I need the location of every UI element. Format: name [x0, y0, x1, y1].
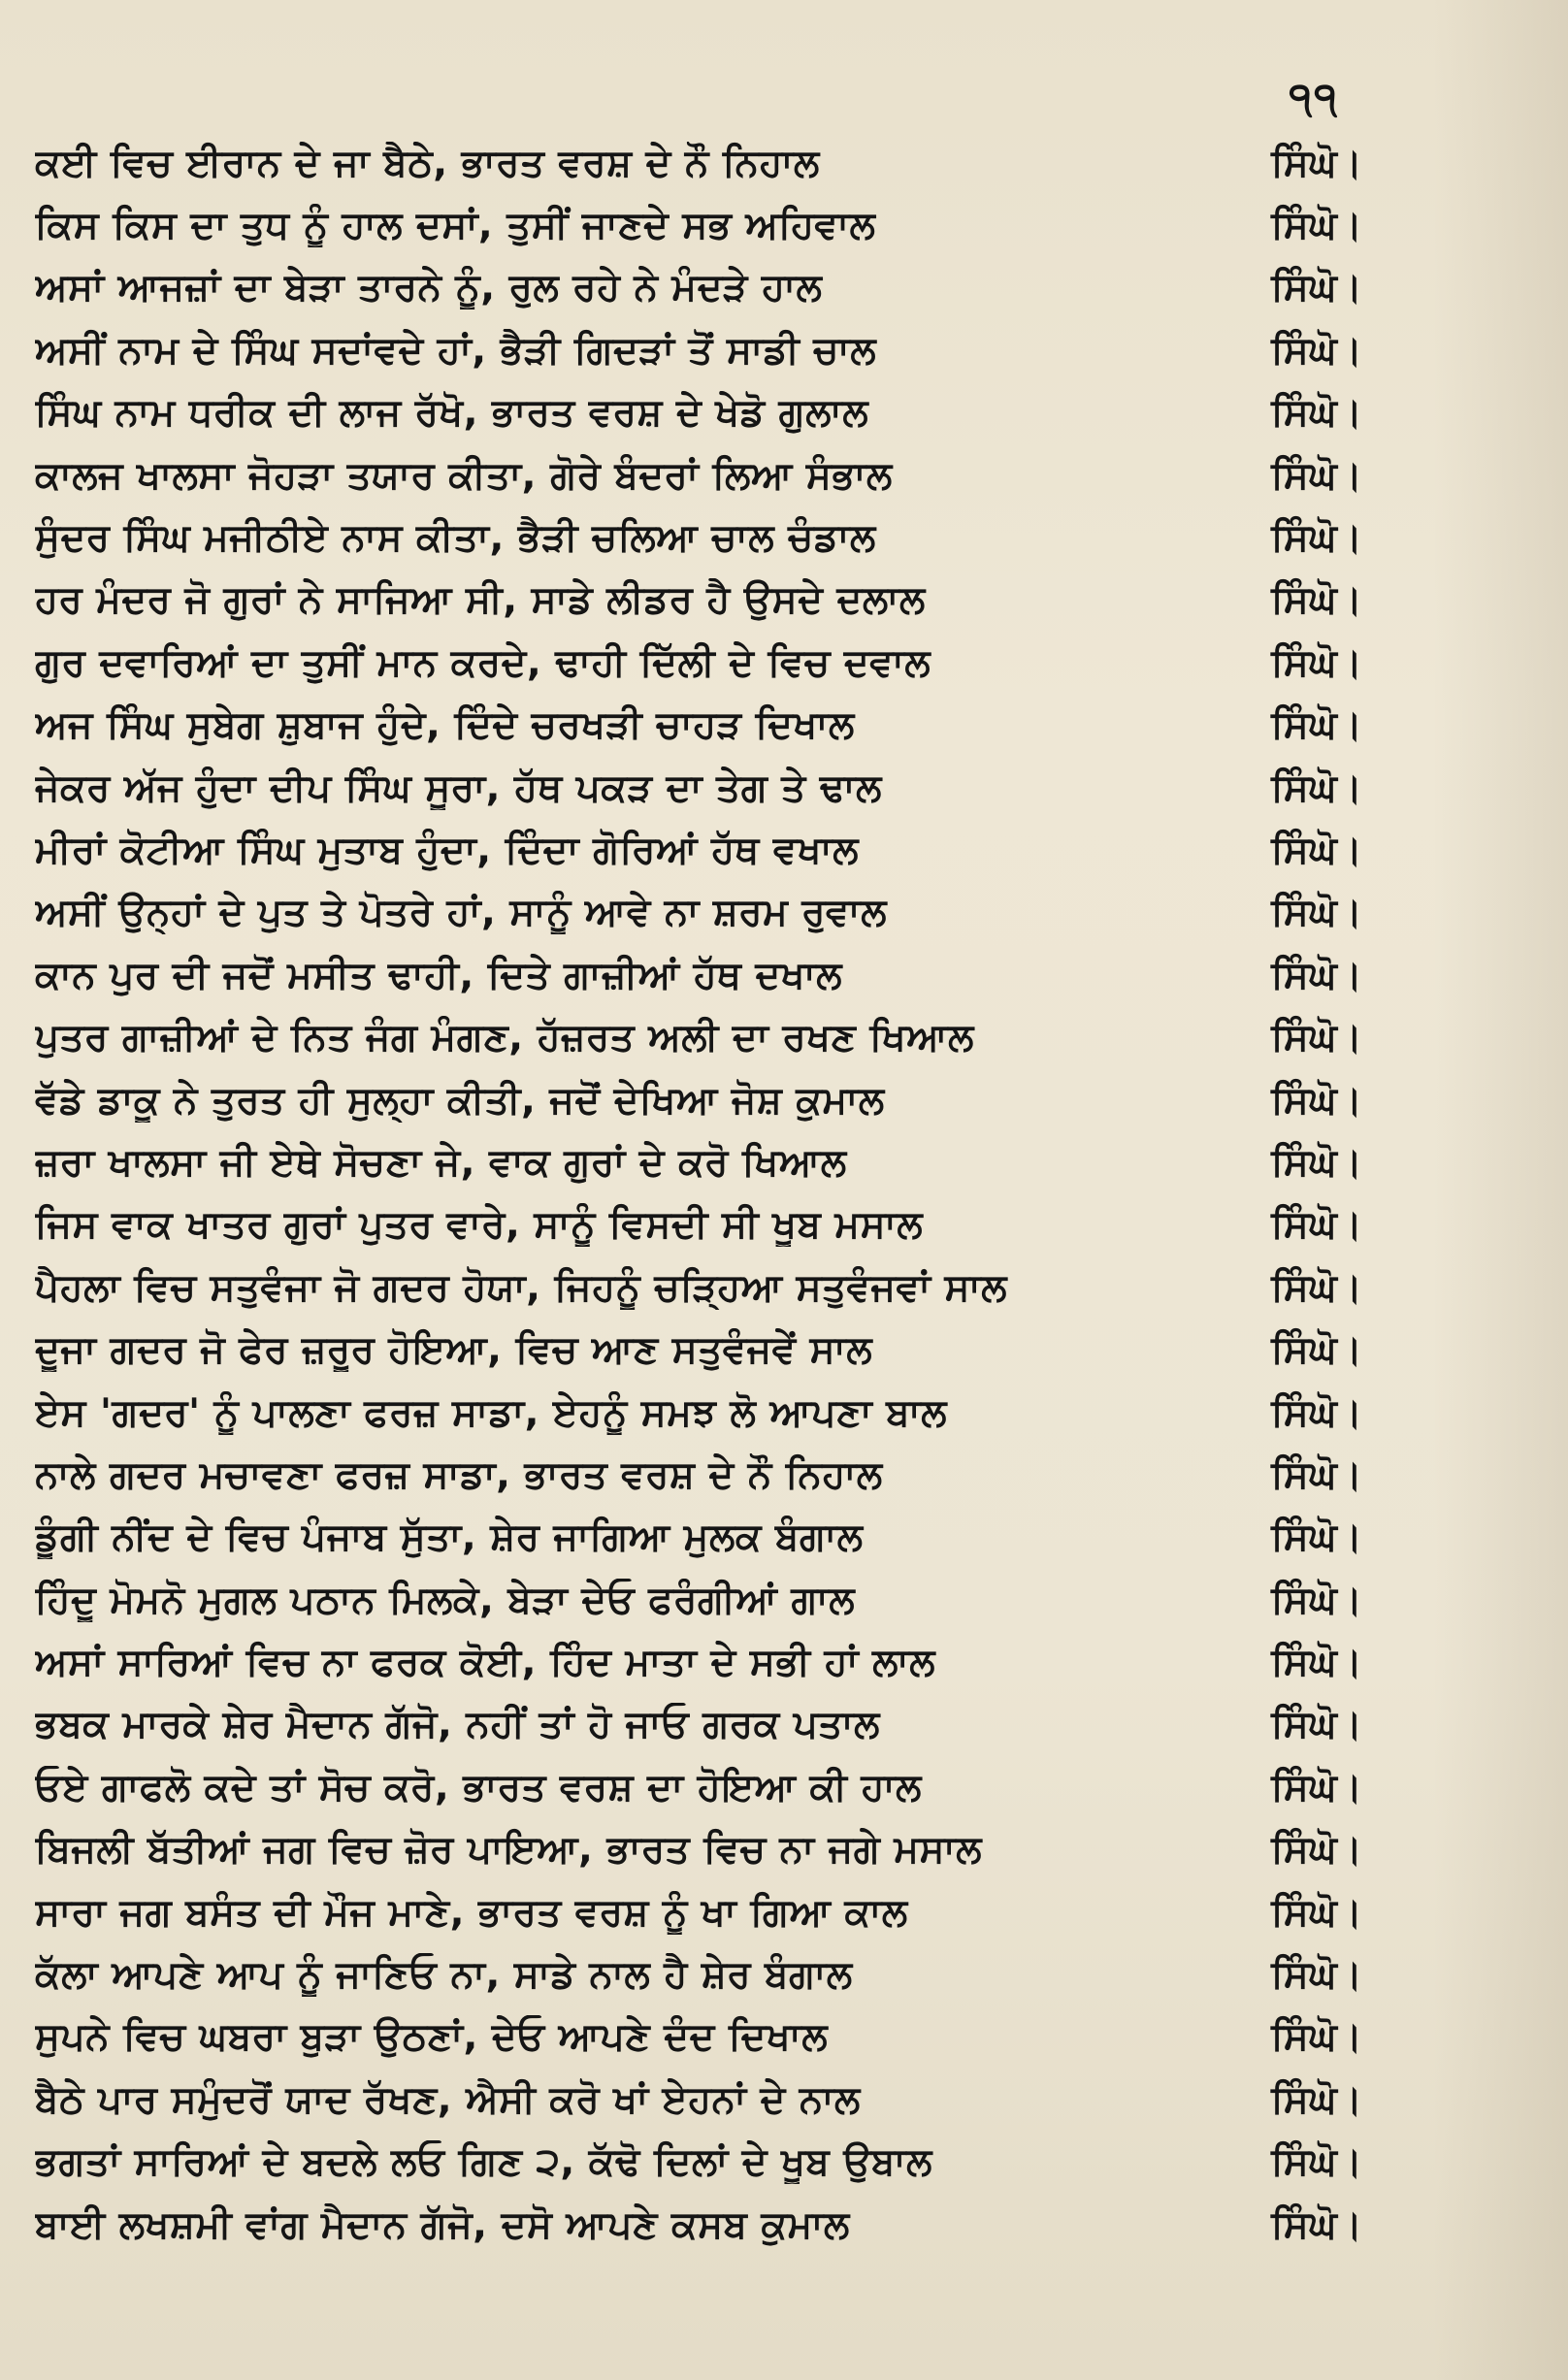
verse-refrain: ਸਿੰਘੋ। [1271, 1203, 1362, 1248]
verse-refrain: ਸਿੰਘੋ। [1271, 1078, 1362, 1123]
verse-text: ਸਿੰਘ ਨਾਮ ਧਰੀਕ ਦੀ ਲਾਜ ਰੱਖੋ, ਭਾਰਤ ਵਰਸ਼ ਦੇ ਖੇਡੋ ਗੁਲਾਲ [35, 391, 869, 436]
verse-refrain: ਸਿੰਘੋ। [1271, 453, 1362, 498]
verse-refrain: ਸਿੰਘੋ। [1271, 1328, 1362, 1373]
verse-line [35, 695, 1362, 757]
verse-text: ਭਬਕ ਮਾਰਕੇ ਸ਼ੇਰ ਮੈਦਾਨ ਗੱਜੋ, ਨਹੀਂ ਤਾਂ ਹੋ ਜਾਓ ਗਰਕ ਪਤਾਲ [35, 1703, 880, 1747]
verse-line [35, 2194, 1362, 2256]
verse-refrain: ਸਿੰਘੋ। [1271, 1641, 1362, 1685]
verse-text: ਪੈਹਲਾ ਵਿਚ ਸਤੁਵੰਜਾ ਜੋ ਗਦਰ ਹੋਯਾ, ਜਿਹਨੂੰ ਚੜ੍ਹਿਆ ਸਤੁਵੰਜਵਾਂ ਸਾਲ [35, 1265, 1007, 1310]
verse-refrain: ਸਿੰਘੋ। [1271, 2140, 1362, 2185]
verse-line [35, 1943, 1362, 2005]
verse-text: ਦੂਜਾ ਗਦਰ ਜੋ ਫੇਰ ਜ਼ਰੂਰ ਹੋਇਆ, ਵਿਚ ਆਣ ਸਤੁਵੰਜਵੇਂ ਸਾਲ [35, 1328, 873, 1373]
verse-line [35, 632, 1362, 694]
verse-line [35, 506, 1362, 569]
verse-line [35, 1006, 1362, 1068]
verse-text: ਬਿਜਲੀ ਬੱਤੀਆਂ ਜਗ ਵਿਚ ਜ਼ੋਰ ਪਾਇਆ, ਭਾਰਤ ਵਿਚ ਨਾ ਜਗੇ ਮਸਾਲ [35, 1828, 983, 1873]
verse-refrain: ਸਿੰਘੋ। [1271, 640, 1362, 685]
verse-line [35, 1194, 1362, 1256]
verse-refrain: ਸਿੰਘੋ। [1271, 953, 1362, 997]
verse-refrain: ਸਿੰਘੋ। [1271, 141, 1362, 185]
verse-refrain: ਸਿੰਘੋ। [1271, 1765, 1362, 1809]
verse-text: ਭਗਤਾਂ ਸਾਰਿਆਂ ਦੇ ਬਦਲੇ ਲਓ ਗਿਣ ੨, ਕੱਢੋ ਦਿਲਾਂ ਦੇ ਖੂਬ ਉਬਾਲ [35, 2140, 932, 2185]
verse-line [35, 1694, 1362, 1756]
verse-text: ਸਾਰਾ ਜਗ ਬਸੰਤ ਦੀ ਮੌਜ ਮਾਣੇ, ਭਾਰਤ ਵਰਸ਼ ਨੂੰ ਖਾ ਗਿਆ ਕਾਲ [35, 1890, 908, 1935]
verse-text: ਏਸ 'ਗਦਰ' ਨੂੰ ਪਾਲਣਾ ਫਰਜ਼ ਸਾਡਾ, ਏਹਨੂੰ ਸਮਝ ਲੋ ਆਪਣਾ ਬਾਲ [35, 1390, 948, 1435]
verse-refrain: ਸਿੰਘੋ। [1271, 204, 1362, 248]
verse-refrain: ਸਿੰਘੋ। [1271, 703, 1362, 748]
verse-refrain: ਸਿੰਘੋ। [1271, 1390, 1362, 1435]
verse-refrain: ਸਿੰਘੋ। [1271, 1516, 1362, 1560]
verse-line [35, 757, 1362, 819]
verse-refrain: ਸਿੰਘੋ। [1271, 891, 1362, 935]
verse-text: ਸੁਪਨੇ ਵਿਚ ਘਬਰਾ ਬੁੜਾ ਉਠਣਾਂ, ਦੇਓ ਆਪਣੇ ਦੰਦ ਦਿਖਾਲ [35, 2015, 829, 2060]
verse-line [35, 2006, 1362, 2069]
verse-line [35, 194, 1362, 256]
verse-text: ਸੁੰਦਰ ਸਿੰਘ ਮਜੀਠੀਏ ਨਾਸ ਕੀਤਾ, ਭੈੜੀ ਚਲਿਆ ਚਾਲ ਚੰਡਾਲ [35, 516, 876, 561]
verse-refrain: ਸਿੰਘੋ। [1271, 1953, 1362, 1998]
verse-text: ਅਜ ਸਿੰਘ ਸੁਬੇਗ ਸ਼ੁਬਾਜ ਹੁੰਦੇ, ਦਿੰਦੇ ਚਰਖੜੀ ਚਾਹੜ ਦਿਖਾਲ [35, 703, 855, 748]
page-number: ੧੧ [1289, 74, 1339, 123]
verse-line [35, 444, 1362, 506]
verse-text: ਜੇਕਰ ਅੱਜ ਹੁੰਦਾ ਦੀਪ ਸਿੰਘ ਸੂਰਾ, ਹੱਥ ਪਕੜ ਦਾ ਤੇਗ ਤੇ ਢਾਲ [35, 766, 882, 810]
verse-line [35, 1131, 1362, 1193]
verse-text: ਹਰ ਮੰਦਰ ਜੋ ਗੁਰਾਂ ਨੇ ਸਾਜਿਆ ਸੀ, ਸਾਡੇ ਲੀਡਰ ਹੈ ਉਸਦੇ ਦਲਾਲ [35, 578, 926, 623]
verse-line [35, 2069, 1362, 2131]
verse-line [35, 2132, 1362, 2194]
verse-text: ਅਸੀਂ ਉਨ੍ਹਾਂ ਦੇ ਪੁਤ ਤੇ ਪੋਤਰੇ ਹਾਂ, ਸਾਨੂੰ ਆਵੇ ਨਾ ਸ਼ਰਮ ਰੁਵਾਲ [35, 891, 887, 935]
verse-text: ਬੈਠੇ ਪਾਰ ਸਮੁੰਦਰੋਂ ਯਾਦ ਰੱਖਣ, ਐਸੀ ਕਰੋ ਖਾਂ ਏਹਨਾਂ ਦੇ ਨਾਲ [35, 2077, 861, 2122]
verse-refrain: ਸਿੰਘੋ। [1271, 328, 1362, 373]
verse-line [35, 819, 1362, 881]
verse-line [35, 257, 1362, 319]
verse-list [35, 132, 1362, 2256]
verse-line [35, 1444, 1362, 1506]
verse-text: ਗੁਰ ਦਵਾਰਿਆਂ ਦਾ ਤੁਸੀਂ ਮਾਨ ਕਰਦੇ, ਢਾਹੀ ਦਿੱਲੀ ਦੇ ਵਿਚ ਦਵਾਲ [35, 640, 931, 685]
verse-line [35, 944, 1362, 1006]
verse-refrain: ਸਿੰਘੋ। [1271, 1452, 1362, 1497]
page-edge-shadow [1432, 0, 1568, 2380]
verse-line [35, 319, 1362, 381]
verse-line [35, 1881, 1362, 1943]
verse-text: ਕੱਲਾ ਆਪਣੇ ਆਪ ਨੂੰ ਜਾਣਿਓ ਨਾ, ਸਾਡੇ ਨਾਲ ਹੈ ਸ਼ੇਰ ਬੰਗਾਲ [35, 1953, 853, 1998]
verse-refrain: ਸਿੰਘੋ। [1271, 1828, 1362, 1873]
verse-refrain: ਸਿੰਘੋ। [1271, 1578, 1362, 1622]
verse-refrain: ਸਿੰਘੋ। [1271, 2202, 1362, 2247]
verse-text: ਪੁਤਰ ਗਾਜ਼ੀਆਂ ਦੇ ਨਿਤ ਜੰਗ ਮੰਗਣ, ਹੱਜ਼ਰਤ ਅਲੀ ਦਾ ਰਖਣ ਖਿਆਲ [35, 1016, 974, 1060]
verse-line [35, 1256, 1362, 1319]
verse-refrain: ਸਿੰਘੋ। [1271, 578, 1362, 623]
verse-line [35, 570, 1362, 632]
verse-text: ਵੱਡੇ ਡਾਕੂ ਨੇ ਤੁਰਤ ਹੀ ਸੁਲ੍ਹਾ ਕੀਤੀ, ਜਦੋਂ ਦੇਖਿਆ ਜੋਸ਼ ਕੁਮਾਲ [35, 1078, 885, 1123]
verse-refrain: ਸਿੰਘੋ। [1271, 391, 1362, 436]
verse-line [35, 1631, 1362, 1693]
verse-refrain: ਸਿੰਘੋ। [1271, 1016, 1362, 1060]
verse-text: ਅਸਾਂ ਸਾਰਿਆਂ ਵਿਚ ਨਾ ਫਰਕ ਕੋਈ, ਹਿੰਦ ਮਾਤਾ ਦੇ ਸਭੀ ਹਾਂ ਲਾਲ [35, 1641, 936, 1685]
verse-text: ਡੂੰਗੀ ਨੀਂਦ ਦੇ ਵਿਚ ਪੰਜਾਬ ਸੁੱਤਾ, ਸ਼ੇਰ ਜਾਗਿਆ ਮੁਲਕ ਬੰਗਾਲ [35, 1516, 864, 1560]
verse-line [35, 1756, 1362, 1818]
verse-refrain: ਸਿੰਘੋ। [1271, 1265, 1362, 1310]
verse-line [35, 1569, 1362, 1631]
verse-refrain: ਸਿੰਘੋ। [1271, 266, 1362, 310]
verse-refrain: ਸਿੰਘੋ। [1271, 828, 1362, 872]
verse-line [35, 882, 1362, 944]
verse-text: ਜ਼ਰਾ ਖਾਲਸਾ ਜੀ ਏਥੇ ਸੋਚਣਾ ਜੇ, ਵਾਕ ਗੁਰਾਂ ਦੇ ਕਰੋ ਖਿਆਲ [35, 1140, 847, 1185]
verse-text: ਅਸੀਂ ਨਾਮ ਦੇ ਸਿੰਘ ਸਦਾਂਵਦੇ ਹਾਂ, ਭੈੜੀ ਗਿਦੜਾਂ ਤੋਂ ਸਾਡੀ ਚਾਲ [35, 328, 877, 373]
verse-refrain: ਸਿੰਘੋ। [1271, 516, 1362, 561]
verse-text: ਕਈ ਵਿਚ ਈਰਾਨ ਦੇ ਜਾ ਬੈਠੇ, ਭਾਰਤ ਵਰਸ਼ ਦੇ ਨੌ ਨਿਹਾਲ [35, 141, 820, 185]
verse-refrain: ਸਿੰਘੋ। [1271, 1703, 1362, 1747]
verse-text: ਕਾਲਜ ਖਾਲਸਾ ਜੋਹੜਾ ਤਯਾਰ ਕੀਤਾ, ਗੋਰੇ ਬੰਦਰਾਂ ਲਿਆ ਸੰਭਾਲ [35, 453, 893, 498]
verse-line [35, 382, 1362, 444]
verse-line [35, 1507, 1362, 1569]
verse-refrain: ਸਿੰਘੋ। [1271, 1140, 1362, 1185]
verse-text: ਕਾਨ ਪੁਰ ਦੀ ਜਦੋਂ ਮਸੀਤ ਢਾਹੀ, ਦਿਤੇ ਗਾਜ਼ੀਆਂ ਹੱਥ ਦਖਾਲ [35, 953, 843, 997]
verse-text: ਬਾਈ ਲਖਸ਼ਮੀ ਵਾਂਗ ਮੈਦਾਨ ਗੱਜੋ, ਦਸੋ ਆਪਣੇ ਕਸਬ ਕੁਮਾਲ [35, 2202, 850, 2247]
verse-text: ਜਿਸ ਵਾਕ ਖਾਤਰ ਗੁਰਾਂ ਪੁਤਰ ਵਾਰੇ, ਸਾਨੂੰ ਵਿਸਦੀ ਸੀ ਖੂਬ ਮਸਾਲ [35, 1203, 924, 1248]
verse-line [35, 1069, 1362, 1131]
verse-refrain: ਸਿੰਘੋ। [1271, 766, 1362, 810]
verse-text: ਨਾਲੇ ਗਦਰ ਮਚਾਵਣਾ ਫਰਜ਼ ਸਾਡਾ, ਭਾਰਤ ਵਰਸ਼ ਦੇ ਨੌ ਨਿਹਾਲ [35, 1452, 883, 1497]
verse-text: ਓਏ ਗਾਫਲੋ ਕਦੇ ਤਾਂ ਸੋਚ ਕਰੋ, ਭਾਰਤ ਵਰਸ਼ ਦਾ ਹੋਇਆ ਕੀ ਹਾਲ [35, 1765, 922, 1809]
verse-line [35, 1319, 1362, 1381]
verse-line [35, 1382, 1362, 1444]
verse-text: ਅਸਾਂ ਆਜਜ਼ਾਂ ਦਾ ਬੇੜਾ ਤਾਰਨੇ ਨੂੰ, ਰੁਲ ਰਹੇ ਨੇ ਮੰਦੜੇ ਹਾਲ [35, 266, 823, 310]
verse-text: ਮੀਰਾਂ ਕੋਟੀਆ ਸਿੰਘ ਮੁਤਾਬ ਹੁੰਦਾ, ਦਿੰਦਾ ਗੋਰਿਆਂ ਹੱਥ ਵਖਾਲ [35, 828, 860, 872]
verse-refrain: ਸਿੰਘੋ। [1271, 2015, 1362, 2060]
verse-line [35, 1819, 1362, 1881]
verse-text: ਕਿਸ ਕਿਸ ਦਾ ਤੁਧ ਨੂੰ ਹਾਲ ਦਸਾਂ, ਤੁਸੀਂ ਜਾਣਦੇ ਸਭ ਅਹਿਵਾਲ [35, 204, 876, 248]
verse-refrain: ਸਿੰਘੋ। [1271, 1890, 1362, 1935]
verse-refrain: ਸਿੰਘੋ। [1271, 2077, 1362, 2122]
verse-text: ਹਿੰਦੂ ਮੋਮਨੋ ਮੁਗਲ ਪਠਾਨ ਮਿਲਕੇ, ਬੇੜਾ ਦੇਓ ਫਰੰਗੀਆਂ ਗਾਲ [35, 1578, 856, 1622]
verse-line [35, 132, 1362, 194]
